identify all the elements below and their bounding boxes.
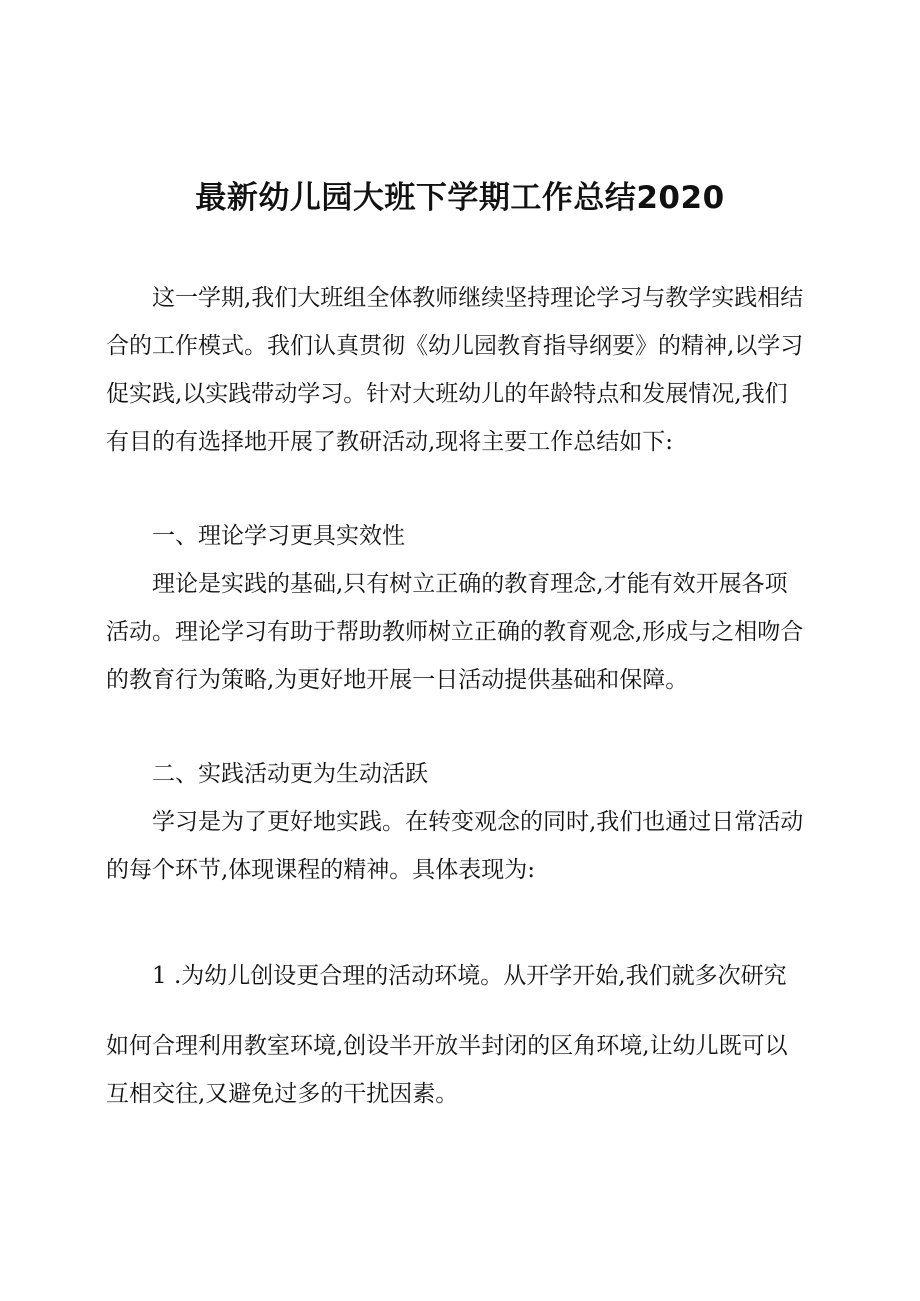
section-heading: 二、实践活动更为生动活跃 <box>152 761 428 787</box>
paragraph-line: 理论是实践的基础,只有树立正确的教育理念,才能有效开展各项 <box>152 571 788 597</box>
paragraph-line: 合的工作模式。我们认真贯彻《幼儿园教育指导纲要》的精神,以学习 <box>106 333 804 359</box>
paragraph-line: 有目的有选择地开展了教研活动,现将主要工作总结如下: <box>106 429 674 455</box>
paragraph-line: 的教育行为策略,为更好地开展一日活动提供基础和保障。 <box>106 667 689 693</box>
paragraph-line: 学习是为了更好地实践。在转变观念的同时,我们也通过日常活动 <box>152 809 804 835</box>
paragraph-line: 活动。理论学习有助于帮助教师树立正确的教育观念,形成与之相吻合 <box>106 619 804 645</box>
paragraph-line: 促实践,以实践带动学习。针对大班幼儿的年龄特点和发展情况,我们 <box>106 381 788 407</box>
paragraph-line: 这一学期,我们大班组全体教师继续坚持理论学习与教学实践相结 <box>152 285 804 311</box>
paragraph-line: 互相交往,又避免过多的干扰因素。 <box>106 1081 459 1107</box>
list-item-line: 1 .为幼儿创设更合理的活动环境。从开学开始,我们就多次研究 <box>152 963 787 989</box>
paragraph-line: 如何合理利用教室环境,创设半开放半封闭的区角环境,让幼儿既可以 <box>106 1033 788 1059</box>
document-title: 最新幼儿园大班下学期工作总结2020 <box>195 180 725 216</box>
section-heading: 一、理论学习更具实效性 <box>152 523 405 549</box>
paragraph-line: 的每个环节,体现课程的精神。具体表现为: <box>106 857 536 883</box>
